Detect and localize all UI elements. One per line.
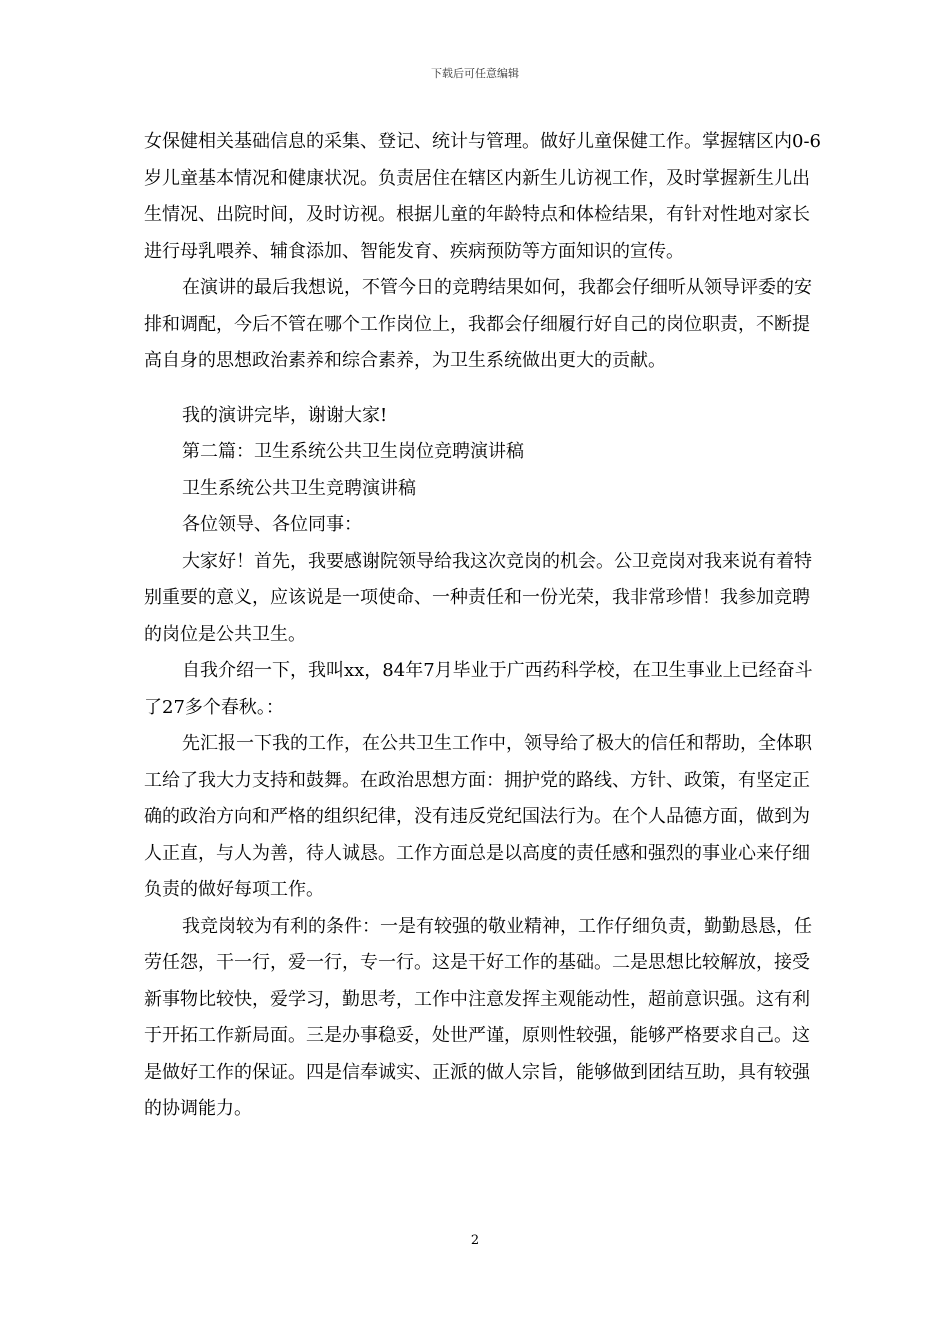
page-header: 下载后可任意编辑 <box>431 67 519 80</box>
paragraph-speech-end: 我的演讲完毕，谢谢大家! <box>182 404 388 426</box>
paragraph-self-introduction: 自我介绍一下，我叫xx，84年7月毕业于广西药科学校，在卫生事业上已经奋斗了27多个春秋。： <box>144 660 813 718</box>
speech-title: 卫生系统公共卫生竞聘演讲稿 <box>182 477 416 499</box>
paragraph-health-care-duties: 女保健相关基础信息的采集、登记、统计与管理。做好儿童保健工作。掌握辖区内0-6岁儿童基本情况和健康状况。负责居住在辖区内新生儿访视工作，及时掌握新生儿出生情况、出院时间，及时访视。根据儿童的年龄特点和体检结果，有针对性地对家长进行母乳喂养、辅食添加、智能发育、疾病预防等方面知识的宣传。 <box>144 131 821 262</box>
section-heading: 第二篇：卫生系统公共卫生岗位竞聘演讲稿 <box>182 441 524 462</box>
paragraph-advantages: 我竞岗较为有利的条件：一是有较强的敬业精神，工作仔细负责，勤勤恳恳，任劳任怨，干一行，爱一行，专一行。这是干好工作的基础。二是思想比较解放，接受新事物比较快，爱学习，勤思考，工作中注意发挥主观能动性，超前意识强。这有利于开拓工作新局面。三是办事稳妥，处世严谨，原则性较强，能够严格要求自己。这是做好工作的保证。四是信奉诚实、正派的做人宗旨，能够做到团结互助，具有较强的协调能力。 <box>144 915 812 1119</box>
paragraph-work-report: 先汇报一下我的工作，在公共卫生工作中，领导给了极大的信任和帮助，全体职工给了我大力支持和鼓舞。在政治思想方面：拥护党的路线、方针、政策，有坚定正确的政治方向和严格的组织纪律，没有违反党纪国法行为。在个人品德方面，做到为人正直，与人为善，待人诚恳。工作方面总是以高度的责任感和强烈的事业心来仔细负责的做好每项工作。 <box>144 733 812 900</box>
page-number: 2 <box>470 1233 480 1248</box>
salutation: 各位领导、各位同事： <box>182 514 362 535</box>
document-body <box>144 124 824 1128</box>
paragraph-gap <box>144 380 824 398</box>
paragraph-greeting: 大家好！首先，我要感谢院领导给我这次竞岗的机会。公卫竞岗对我来说有着特别重要的意义，应该说是一项使命、一种责任和一份光荣，我非常珍惜！我参加竞聘的岗位是公共卫生。 <box>144 550 812 645</box>
paragraph-closing-remarks: 在演讲的最后我想说，不管今日的竞聘结果如何，我都会仔细听从领导评委的安排和调配，今后不管在哪个工作岗位上，我都会仔细履行好自己的岗位职责，不断提高自身的思想政治素养和综合素养，为卫生系统做出更大的贡献。 <box>144 277 812 371</box>
